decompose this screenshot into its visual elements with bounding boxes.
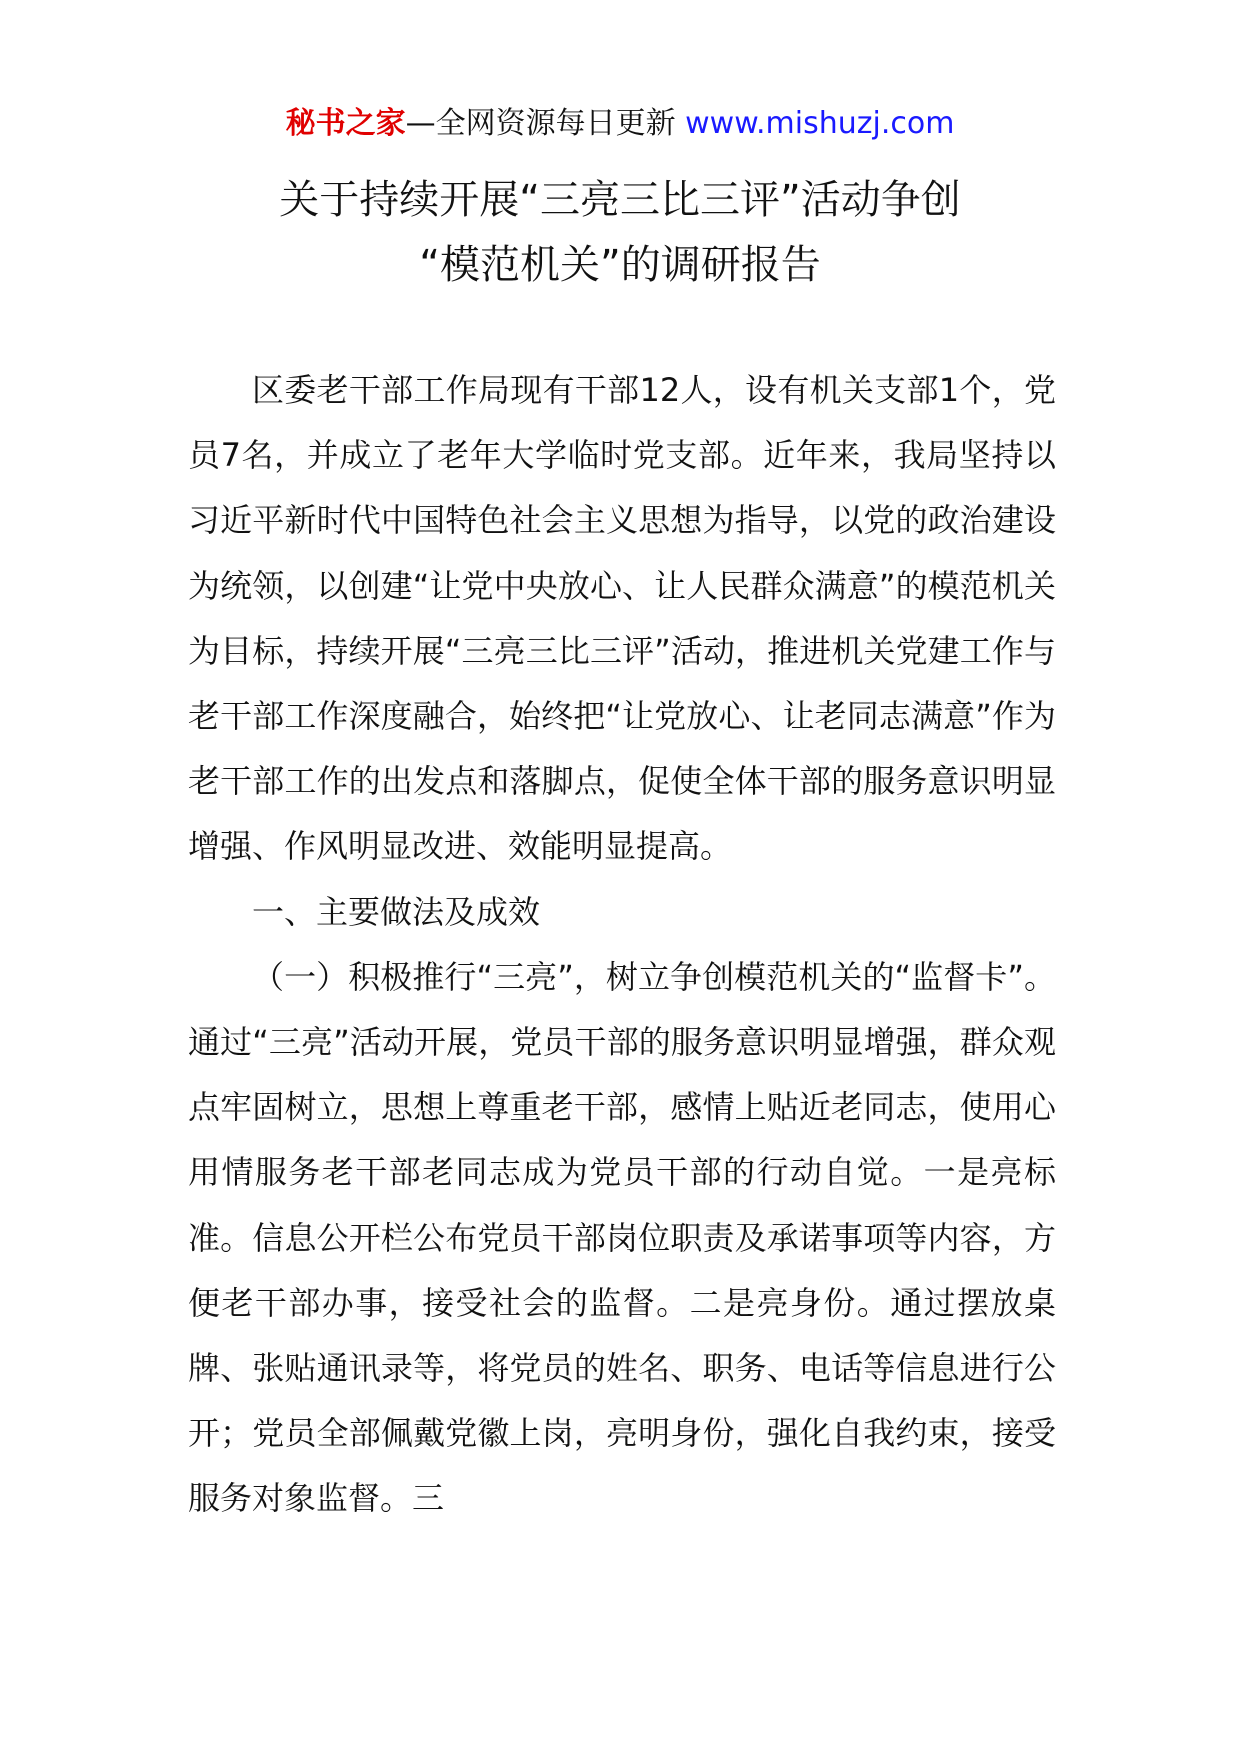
- paragraph-intro: 区委老干部工作局现有干部12人，设有机关支部1个，党员7名，并成立了老年大学临时党支部。近年来，我局坚持以习近平新时代中国特色社会主义思想为指导，以党的政治建设为统领，以创建“让党中央放心、让人民群众满意”的模范机关为目标，持续开展“三亮三比三评”活动，推进机关党建工作与老干部工作深度融合，始终把“让党放心、让老同志满意”作为老干部工作的出发点和落脚点，促使全体干部的服务意识明显增强、作风明显改进、效能明显提高。: [188, 371, 1056, 866]
- document-title: [0, 168, 1240, 298]
- document-body: [188, 358, 1056, 1532]
- site-header: [0, 104, 1240, 144]
- section-heading: 一、主要做法及成效: [252, 892, 541, 931]
- site-url-link[interactable]: www.mishuzj.com: [685, 106, 955, 141]
- title-line-2: “模范机关”的调研报告: [419, 242, 821, 288]
- paragraph-section-1: （一）积极推行“三亮”，树立争创模范机关的“监督卡”。通过“三亮”活动开展，党员干部的服务意识明显增强，群众观点牢固树立，思想上尊重老干部，感情上贴近老同志，使用心用情服务老干部老同志成为党员干部的行动自觉。一是亮标准。信息公开栏公布党员干部岗位职责及承诺事项等内容，方便老干部办事，接受社会的监督。二是亮身份。通过摆放桌牌、张贴通讯录等，将党员的姓名、职务、电话等信息进行公开；党员全部佩戴党徽上岗，亮明身份，强化自我约束，接受服务对象监督。三: [188, 957, 1056, 1518]
- header-tagline: —全网资源每日更新: [405, 106, 686, 141]
- title-line-1: 关于持续开展“三亮三比三评”活动争创: [279, 177, 961, 223]
- brand-name: 秘书之家: [285, 106, 406, 141]
